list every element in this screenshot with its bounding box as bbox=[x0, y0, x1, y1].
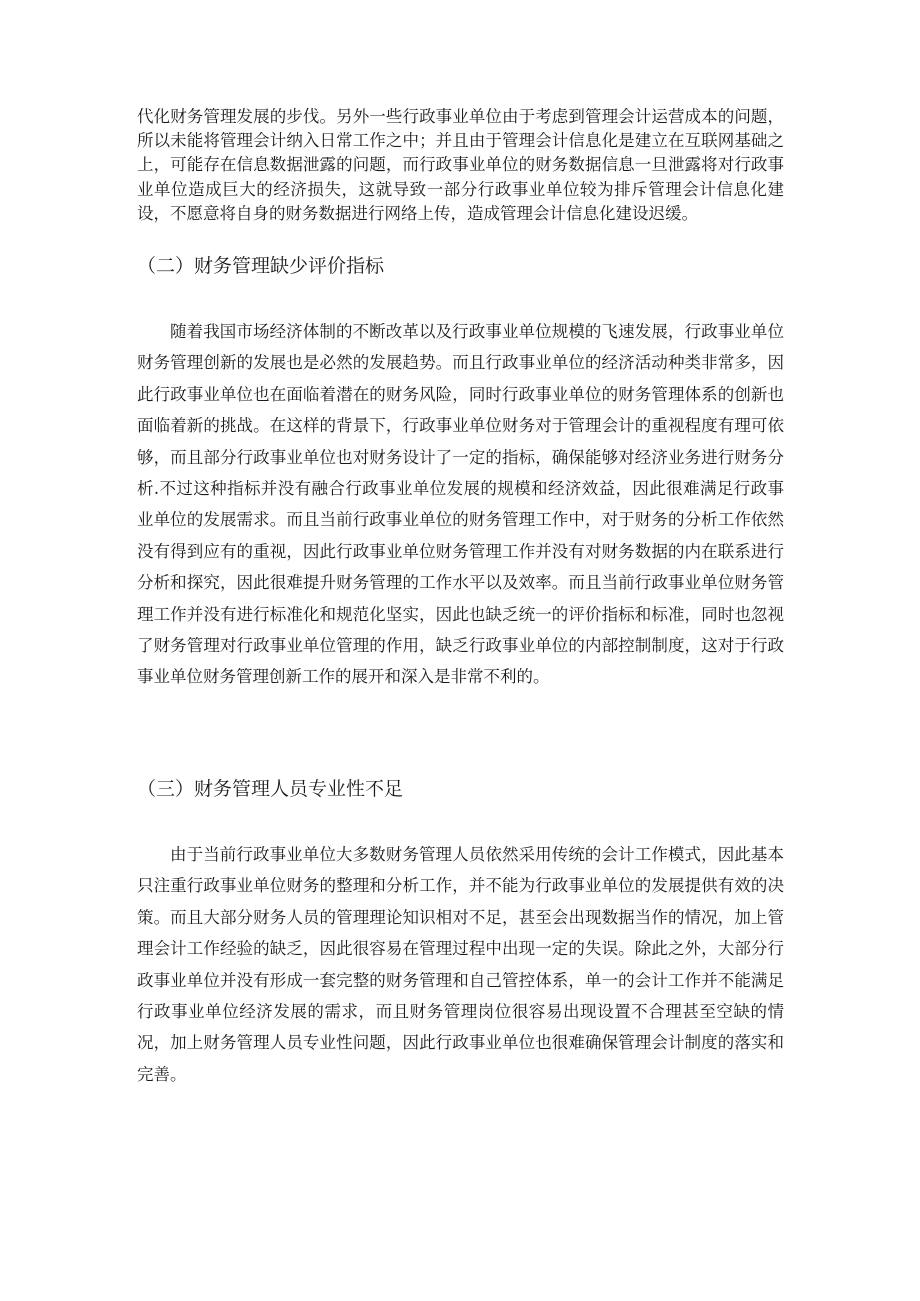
paragraph-continuation: 代化财务管理发展的步伐。另外一些行政事业单位由于考虑到管理会计运营成本的问题，所以未能将管理会计纳入日常工作之中；并且由于管理会计信息化是建立在互联网基础之上，可能存在信息数据泄露的问题，而行政事业单位的财务数据信息一旦泄露将对行政事业单位造成巨大的经济损失，这就导致一部分行政事业单位较为排斥管理会计信息化建设，不愿意将自身的财务数据进行网络上传，造成管理会计信息化建设迟缓。 bbox=[137, 107, 784, 223]
paragraph-section-2: 随着我国市场经济体制的不断改革以及行政事业单位规模的飞速发展，行政事业单位财务管理创新的发展也是必然的发展趋势。而且行政事业单位的经济活动种类非常多，因此行政事业单位也在面临着潜在的财务风险，同时行政事业单位的财务管理体系的创新也面临着新的挑战。在这样的背景下，行政事业单位财务对于管理会计的重视程度有理可依够，而且部分行政事业单位也对财务设计了一定的指标，确保能够对经济业务进行财务分析.不过这种指标并没有融合行政事业单位发展的规模和经济效益，因此很难满足行政事业单位的发展需求。而且当前行政事业单位的财务管理工作中，对于财务的分析工作依然没有得到应有的重视，因此行政事业单位财务管理工作并没有对财务数据的内在联系进行分析和探究，因此很难提升财务管理的工作水平以及效率。而且当前行政事业单位财务管理工作并没有进行标准化和规范化坚实，因此也缺乏统一的评价指标和标准，同时也忽视了财务管理对行政事业单位管理的作用，缺乏行政事业单位的内部控制制度，这对于行政事业单位财务管理创新工作的展开和深入是非常不利的。 bbox=[137, 322, 784, 687]
section-heading-3: （三）财务管理人员专业性不足 bbox=[137, 778, 404, 800]
paragraph-section-3: 由于当前行政事业单位大多数财务管理人员依然采用传统的会计工作模式，因此基本只注重行政事业单位财务的整理和分析工作，并不能为行政事业单位的发展提供有效的决策。而且大部分财务人员的管理理论知识相对不足，甚至会出现数据当作的情况，加上管理会计工作经验的缺乏，因此很容易在管理过程中出现一定的失误。除此之外，大部分行政事业单位并没有形成一套完整的财务管理和自己管控体系，单一的会计工作并不能满足行政事业单位经济发展的需求，而且财务管理岗位很容易出现设置不合理甚至空缺的情况，加上财务管理人员专业性问题，因此行政事业单位也很难确保管理会计制度的落实和完善。 bbox=[137, 845, 784, 1084]
section-heading-2: （二）财务管理缺少评价指标 bbox=[137, 255, 385, 277]
